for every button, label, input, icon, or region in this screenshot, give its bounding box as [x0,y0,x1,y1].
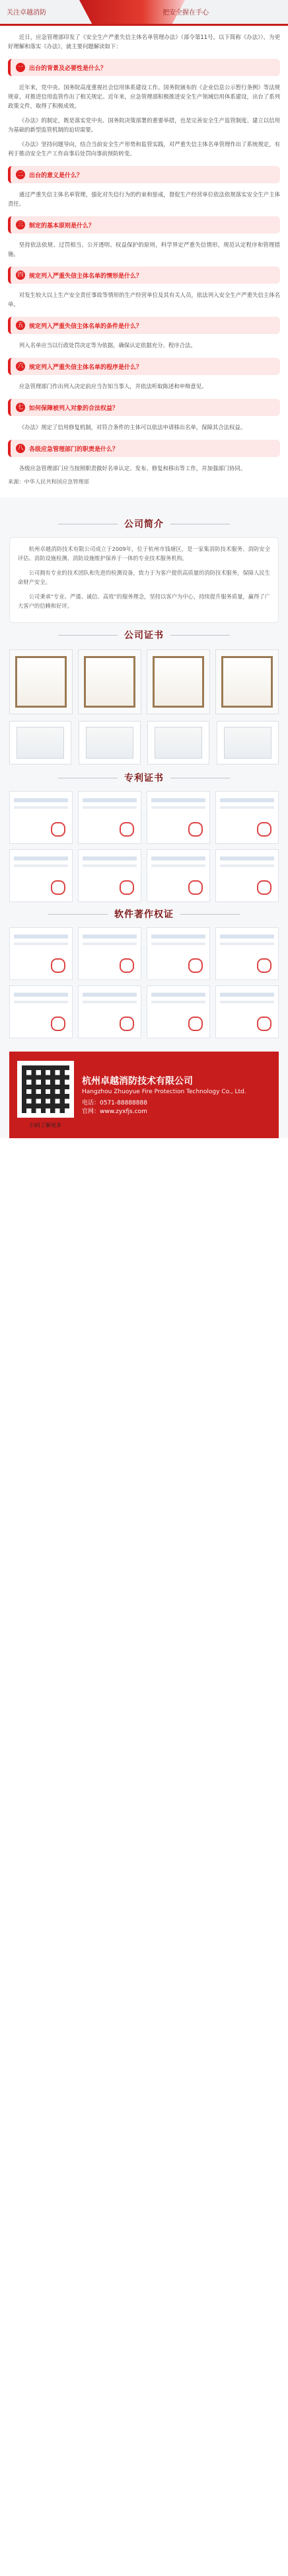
doc-bar [14,864,68,867]
cert-grid [9,649,279,714]
company-intro-card [9,537,279,623]
cert-row [9,721,279,765]
stamp-icon [257,880,271,895]
doc-bar [151,856,205,860]
certificate-small [79,721,141,765]
patent-grid [9,791,279,902]
question-body-6: 应急管理部门作出列入决定前应当告知当事人，并依法听取陈述和申辩意见。 [18,383,207,390]
question-body-1a: 近年来，党中央、国务院高度重视社会信用体系建设工作。国务院颁布的《企业信息公示暂行条例》等法规规章，对推进信用监管作出了相关规定。近年来，应急管理部积极推进安全生产领域信用体系建设，出台了系列政策文件，取得了积极成效。 [8,84,280,109]
stamp-icon [188,880,203,895]
certificate-frame [78,649,141,714]
certificate-frame [9,649,73,714]
stamp-icon [257,1017,271,1031]
stamp-icon [257,822,271,837]
doc-bar [14,798,68,802]
section-title: 软件著作权证 [114,909,174,920]
doc-bar [220,993,274,997]
doc-bar [151,935,205,938]
divider-line [48,914,108,915]
software-doc [215,927,279,980]
question-3 [8,216,280,233]
software-doc [147,927,210,980]
certificate-small-image [155,727,202,759]
question-5 [8,317,280,334]
question-8 [8,440,280,457]
question-number: 六 [16,362,25,371]
header-bar [0,0,288,26]
stamp-icon [188,1017,203,1031]
doc-bar [83,1001,137,1003]
question-body-2: 通过严重失信主体名单管理，强化对失信行为的约束和惩戒，督促生产经营单位依法依规落实安全生产主体责任。 [8,191,280,207]
question-6 [8,358,280,375]
stamp-icon [51,822,65,837]
doc-bar [151,993,205,997]
question-number: 五 [16,321,25,330]
doc-bar [14,993,68,997]
certificate-image [153,656,204,708]
question-number: 八 [16,444,25,453]
stamp-icon [188,958,203,973]
doc-bar [220,942,274,945]
question-4 [8,267,280,284]
certificate-image [84,656,135,708]
question-title: 制定的基本原则是什么？ [29,222,95,229]
question-title: 各级应急管理部门的职责是什么？ [29,446,119,453]
question-body-8: 各级应急管理部门应当按照职责做好名单认定、发布、修复和移出等工作，并加强部门协同。 [18,465,246,472]
question-number: 二 [16,170,25,179]
patent-doc [147,849,210,902]
patent-doc [9,791,73,844]
certificate-image [221,656,273,708]
qr-code[interactable] [17,1061,74,1118]
certificate-frame [147,649,210,714]
patent-doc [215,849,279,902]
certificate-small [217,721,279,765]
company-intro-paragraph-1: 杭州卓越消防技术有限公司成立于2009年，位于杭州市钱塘区，是一家集消防技术服务、消防安全评估、消防设施检测、消防设施维护保养于一体的专业技术服务机构。 [18,546,270,561]
divider-line [180,914,240,915]
doc-bar [83,798,137,802]
question-title: 规定列入严重失信主体名单的程序是什么？ [29,364,143,371]
company-cert-title [9,628,279,642]
company-contact [82,1099,271,1116]
certificate-small [9,721,71,765]
intro-paragraph-1: 近日，应急管理部印发了《安全生产严重失信主体名单管理办法》（部令第11号，以下简称《办法》），为更好理解和落实《办法》，就主要问题解读如下： [8,34,280,50]
question-7 [8,399,280,416]
company-intro-paragraph-3: 公司秉承“专业、严谨、诚信、高效”的服务理念，坚持以客户为中心，持续提升服务质量，赢得了广大客户的信赖和好评。 [18,593,270,609]
doc-bar [151,798,205,802]
stamp-icon [120,822,134,837]
doc-bar [220,798,274,802]
software-doc [9,927,73,980]
question-title: 如何保障被列入对象的合法权益？ [29,405,119,412]
section-title: 专利证书 [124,773,164,784]
article-source: 来源：中华人民共和国应急管理部 [8,478,89,485]
qr-block [17,1061,74,1129]
question-title: 规定列入严重失信主体名单的情形是什么？ [29,272,143,280]
software-doc [9,985,73,1038]
question-body-5: 列入名单应当以行政处罚决定等为依据，确保认定依据充分、程序合法。 [18,342,196,349]
question-title: 规定列入严重失信主体名单的条件是什么？ [29,323,143,330]
company-name-en: Hangzhou Zhuoyue Fire Protection Technology Co., Ltd. [82,1088,246,1095]
divider-line [58,635,118,636]
question-title: 出台的意义是什么？ [29,172,83,179]
stamp-icon [120,958,134,973]
question-number: 一 [16,63,25,72]
stamp-icon [120,880,134,895]
stamp-icon [257,958,271,973]
certificate-image [15,656,67,708]
stamp-icon [188,822,203,837]
software-doc [215,985,279,1038]
certificate-small [147,721,209,765]
stamp-icon [51,1017,65,1031]
doc-bar [14,806,68,809]
question-body-7: 《办法》规定了信用修复机制，对符合条件的主体可以依法申请移出名单，保障其合法权益。 [18,424,246,431]
doc-bar [151,942,205,945]
software-doc [78,927,141,980]
section-title: 公司简介 [124,519,164,530]
doc-bar [220,856,274,860]
patent-doc [147,791,210,844]
doc-bar [83,864,137,867]
company-intro-title [9,517,279,530]
patent-title [9,771,279,784]
certificate-small-image [86,727,133,759]
divider-line [170,635,230,636]
patent-doc [215,791,279,844]
question-body-1c: 《办法》坚持问题导向，结合当前安全生产形势和监管实践，对严重失信主体名单管理作出了系统规定，有利于推动安全生产工作由事后处罚向事前预防转变。 [8,141,280,157]
header-right: 把安全握在手心 [162,9,209,17]
doc-bar [83,856,137,860]
question-body-4: 对发生较大以上生产安全责任事故等情形的生产经营单位及其有关人员，依法列入安全生产严重失信主体名单。 [8,292,280,308]
doc-bar [220,935,274,938]
question-number: 四 [16,270,25,280]
software-doc [147,985,210,1038]
question-body-3: 坚持依法依规、过罚相当、公开透明、权益保护的原则，科学界定严重失信情形，规范认定程序和管理措施。 [8,241,280,257]
software-grid [9,927,279,1038]
patent-doc [9,849,73,902]
doc-bar [220,806,274,809]
company-footer [9,1052,279,1138]
doc-bar [14,935,68,938]
doc-bar [220,864,274,867]
soft-title [9,907,279,921]
certificate-small-image [224,727,271,759]
company-section [0,497,288,1138]
qr-caption: 扫码了解更多 [30,1122,61,1128]
doc-bar [220,1001,274,1003]
software-doc [78,985,141,1038]
question-2 [8,166,280,183]
section-title: 公司证书 [124,630,164,641]
question-1 [8,59,280,76]
patent-doc [78,791,141,844]
doc-bar [83,993,137,997]
certificate-small-image [17,727,64,759]
article [0,26,288,485]
header-left: 关注卓越消防 [7,9,46,17]
doc-bar [14,856,68,860]
doc-bar [14,1001,68,1003]
company-info [82,1074,271,1116]
stamp-icon [51,958,65,973]
doc-bar [83,942,137,945]
doc-bar [14,942,68,945]
doc-bar [83,806,137,809]
patent-doc [78,849,141,902]
doc-bar [83,935,137,938]
question-body-1b: 《办法》的制定，既是落实党中央、国务院决策部署的重要举措，也是完善安全生产监管制度、建立以信用为基础的新型监管机制的迫切需要。 [8,117,280,133]
company-name-cn: 杭州卓越消防技术有限公司 [82,1075,193,1087]
qr-grid [22,1065,69,1113]
doc-bar [151,806,205,809]
doc-bar [151,1001,205,1003]
stamp-icon [120,1017,134,1031]
question-number: 三 [16,220,25,229]
question-number: 七 [16,403,25,412]
certificate-frame [215,649,279,714]
doc-bar [151,864,205,867]
question-title: 出台的背景及必要性是什么？ [29,65,107,72]
contact-web: 官网：www.zyxfjs.com [82,1108,147,1115]
company-intro-paragraph-2: 公司拥有专业的技术团队和先进的检测设备，致力于为客户提供高质量的消防技术服务，保障人民生命财产安全。 [18,569,270,585]
contact-phone: 电话：0571-88888888 [82,1099,147,1106]
stamp-icon [51,880,65,895]
